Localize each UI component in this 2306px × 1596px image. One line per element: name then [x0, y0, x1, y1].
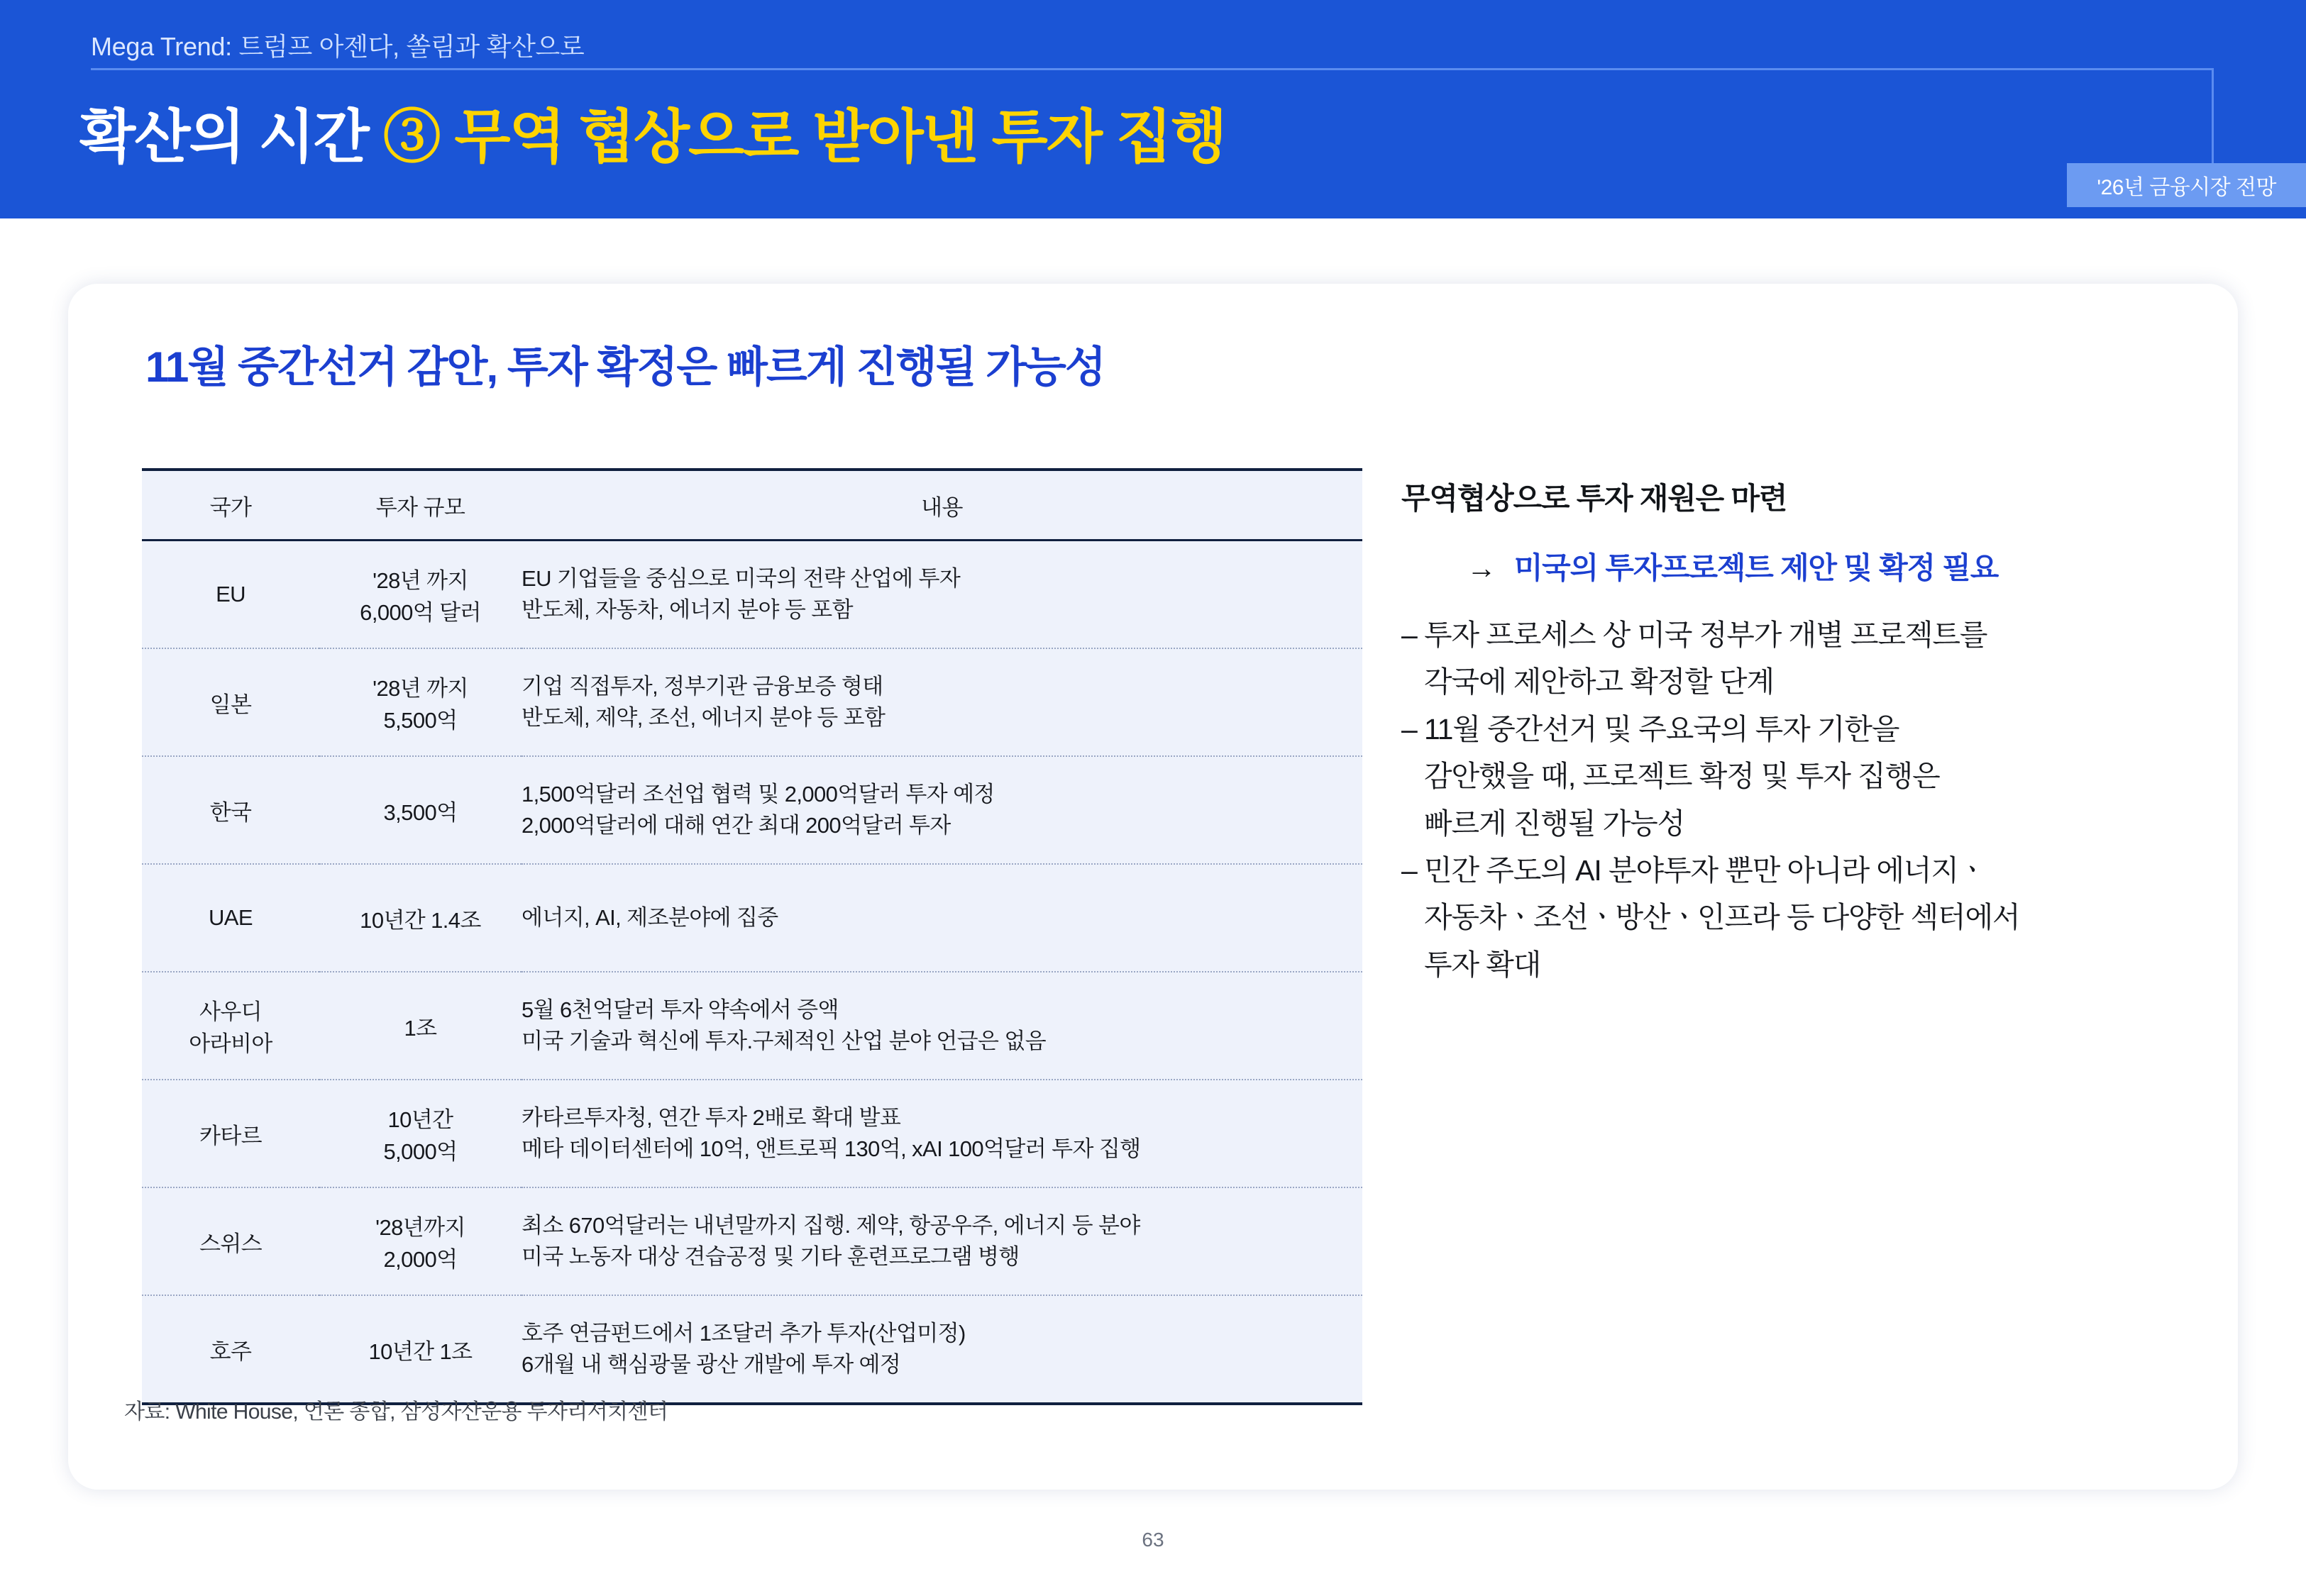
cell-amount: 10년간 1.4조 — [319, 864, 522, 972]
commentary-heading: 무역협상으로 투자 재원은 마련 — [1401, 482, 1787, 515]
cell-country: 호주 — [142, 1295, 319, 1404]
commentary-subheading — [1467, 545, 2210, 587]
commentary-line: 감안했을 때, 프로젝트 확정 및 투자 집행은 — [1424, 760, 1940, 793]
commentary-line: 빠르게 진행될 가능성 — [1424, 807, 1685, 840]
column-header-desc: 내용 — [522, 470, 1362, 541]
table-row — [142, 864, 1362, 972]
table-row — [142, 648, 1362, 756]
page-title-main: 확산의 시간 — [79, 105, 383, 170]
cell-desc: 1,500억달러 조선업 협력 및 2,000억달러 투자 예정 2,000억달러에 대해 연간 최대 200억달러 투자 — [522, 756, 1362, 864]
cell-country: 스위스 — [142, 1187, 319, 1295]
cell-country: 사우디 아라비아 — [142, 972, 319, 1080]
cell-amount: 1조 — [319, 972, 522, 1080]
commentary-line: 자동차ㆍ조선ㆍ방산ㆍ인프라 등 다양한 섹터에서 — [1424, 901, 2020, 934]
cell-country: 카타르 — [142, 1080, 319, 1187]
cell-desc: 호주 연금펀드에서 1조달러 추가 투자(산업미정) 6개월 내 핵심광물 광산 개발에 투자 예정 — [522, 1295, 1362, 1404]
cell-country: EU — [142, 541, 319, 649]
table-row — [142, 1295, 1362, 1404]
column-header-country: 국가 — [142, 470, 319, 541]
table-row — [142, 541, 1362, 649]
cell-amount: 10년간 1조 — [319, 1295, 522, 1404]
cell-country: UAE — [142, 864, 319, 972]
cell-country: 한국 — [142, 756, 319, 864]
cell-amount: '28년 까지 5,500억 — [319, 648, 522, 756]
source-note: 자료: White House, 언론 종합, 삼성자산운용 투자리서치센터 — [124, 1400, 668, 1424]
cell-amount: '28년 까지 6,000억 달러 — [319, 541, 522, 649]
page-number: 63 — [1142, 1529, 1164, 1551]
mega-trend-prefix: Mega Trend: — [91, 32, 239, 61]
commentary-body — [1401, 611, 2210, 988]
commentary-line: 투자 확대 — [1424, 948, 1541, 981]
arrow-right-icon: → — [1467, 551, 1496, 584]
commentary-line: – 투자 프로세스 상 미국 정부가 개별 프로젝트를 — [1401, 619, 1987, 651]
cell-country: 일본 — [142, 648, 319, 756]
table-row — [142, 756, 1362, 864]
commentary-line: – 11월 중간선거 및 주요국의 투자 기한을 — [1401, 712, 1899, 746]
commentary-line: – 민간 주도의 AI 분야투자 뿐만 아니라 에너지ㆍ — [1401, 854, 1986, 887]
table-row — [142, 1187, 1362, 1295]
commentary-line: 각국에 제안하고 확정할 단계 — [1424, 665, 1774, 699]
page-title-accent: ③ 무역 협상으로 받아낸 투자 집행 — [382, 105, 1226, 170]
page-title — [79, 91, 1225, 174]
cell-amount: 10년간 5,000억 — [319, 1080, 522, 1187]
cell-desc: EU 기업들을 중심으로 미국의 전략 산업에 투자 반도체, 자동차, 에너지 분야 등 포함 — [522, 541, 1362, 649]
header-divider — [91, 68, 2214, 70]
table-header-row — [142, 470, 1362, 541]
column-header-amount: 투자 규모 — [319, 470, 522, 541]
deck-badge: '26년 금융시장 전망 — [2067, 163, 2306, 207]
cell-amount: '28년까지 2,000억 — [319, 1187, 522, 1295]
cell-desc: 기업 직접투자, 정부기관 금융보증 형태 반도체, 제약, 조선, 에너지 분야 등 포함 — [522, 648, 1362, 756]
commentary-panel — [1401, 475, 2210, 988]
table-row — [142, 972, 1362, 1080]
investment-table — [142, 468, 1362, 1405]
mega-trend-label — [91, 27, 585, 63]
cell-desc: 최소 670억달러는 내년말까지 집행. 제약, 항공우주, 에너지 등 분야 미국 노동자 대상 견습공정 및 기타 훈련프로그램 병행 — [522, 1187, 1362, 1295]
cell-desc: 에너지, AI, 제조분야에 집중 — [522, 864, 1362, 972]
mega-trend-text: 트럼프 아젠다, 쏠림과 확산으로 — [238, 32, 585, 61]
cell-desc: 5월 6천억달러 투자 약속에서 증액 미국 기술과 혁신에 투자.구체적인 산업 분야 언급은 없음 — [522, 972, 1362, 1080]
section-headline: 11월 중간선거 감안, 투자 확정은 빠르게 진행될 가능성 — [145, 343, 1105, 391]
table-body — [142, 541, 1362, 1404]
cell-desc: 카타르투자청, 연간 투자 2배로 확대 발표 메타 데이터센터에 10억, 앤트로픽 130억, xAI 100억달러 투자 집행 — [522, 1080, 1362, 1187]
commentary-subheading-text: 미국의 투자프로젝트 제안 및 확정 필요 — [1513, 551, 1999, 584]
cell-amount: 3,500억 — [319, 756, 522, 864]
table-row — [142, 1080, 1362, 1187]
investment-table-container — [142, 468, 1362, 1405]
